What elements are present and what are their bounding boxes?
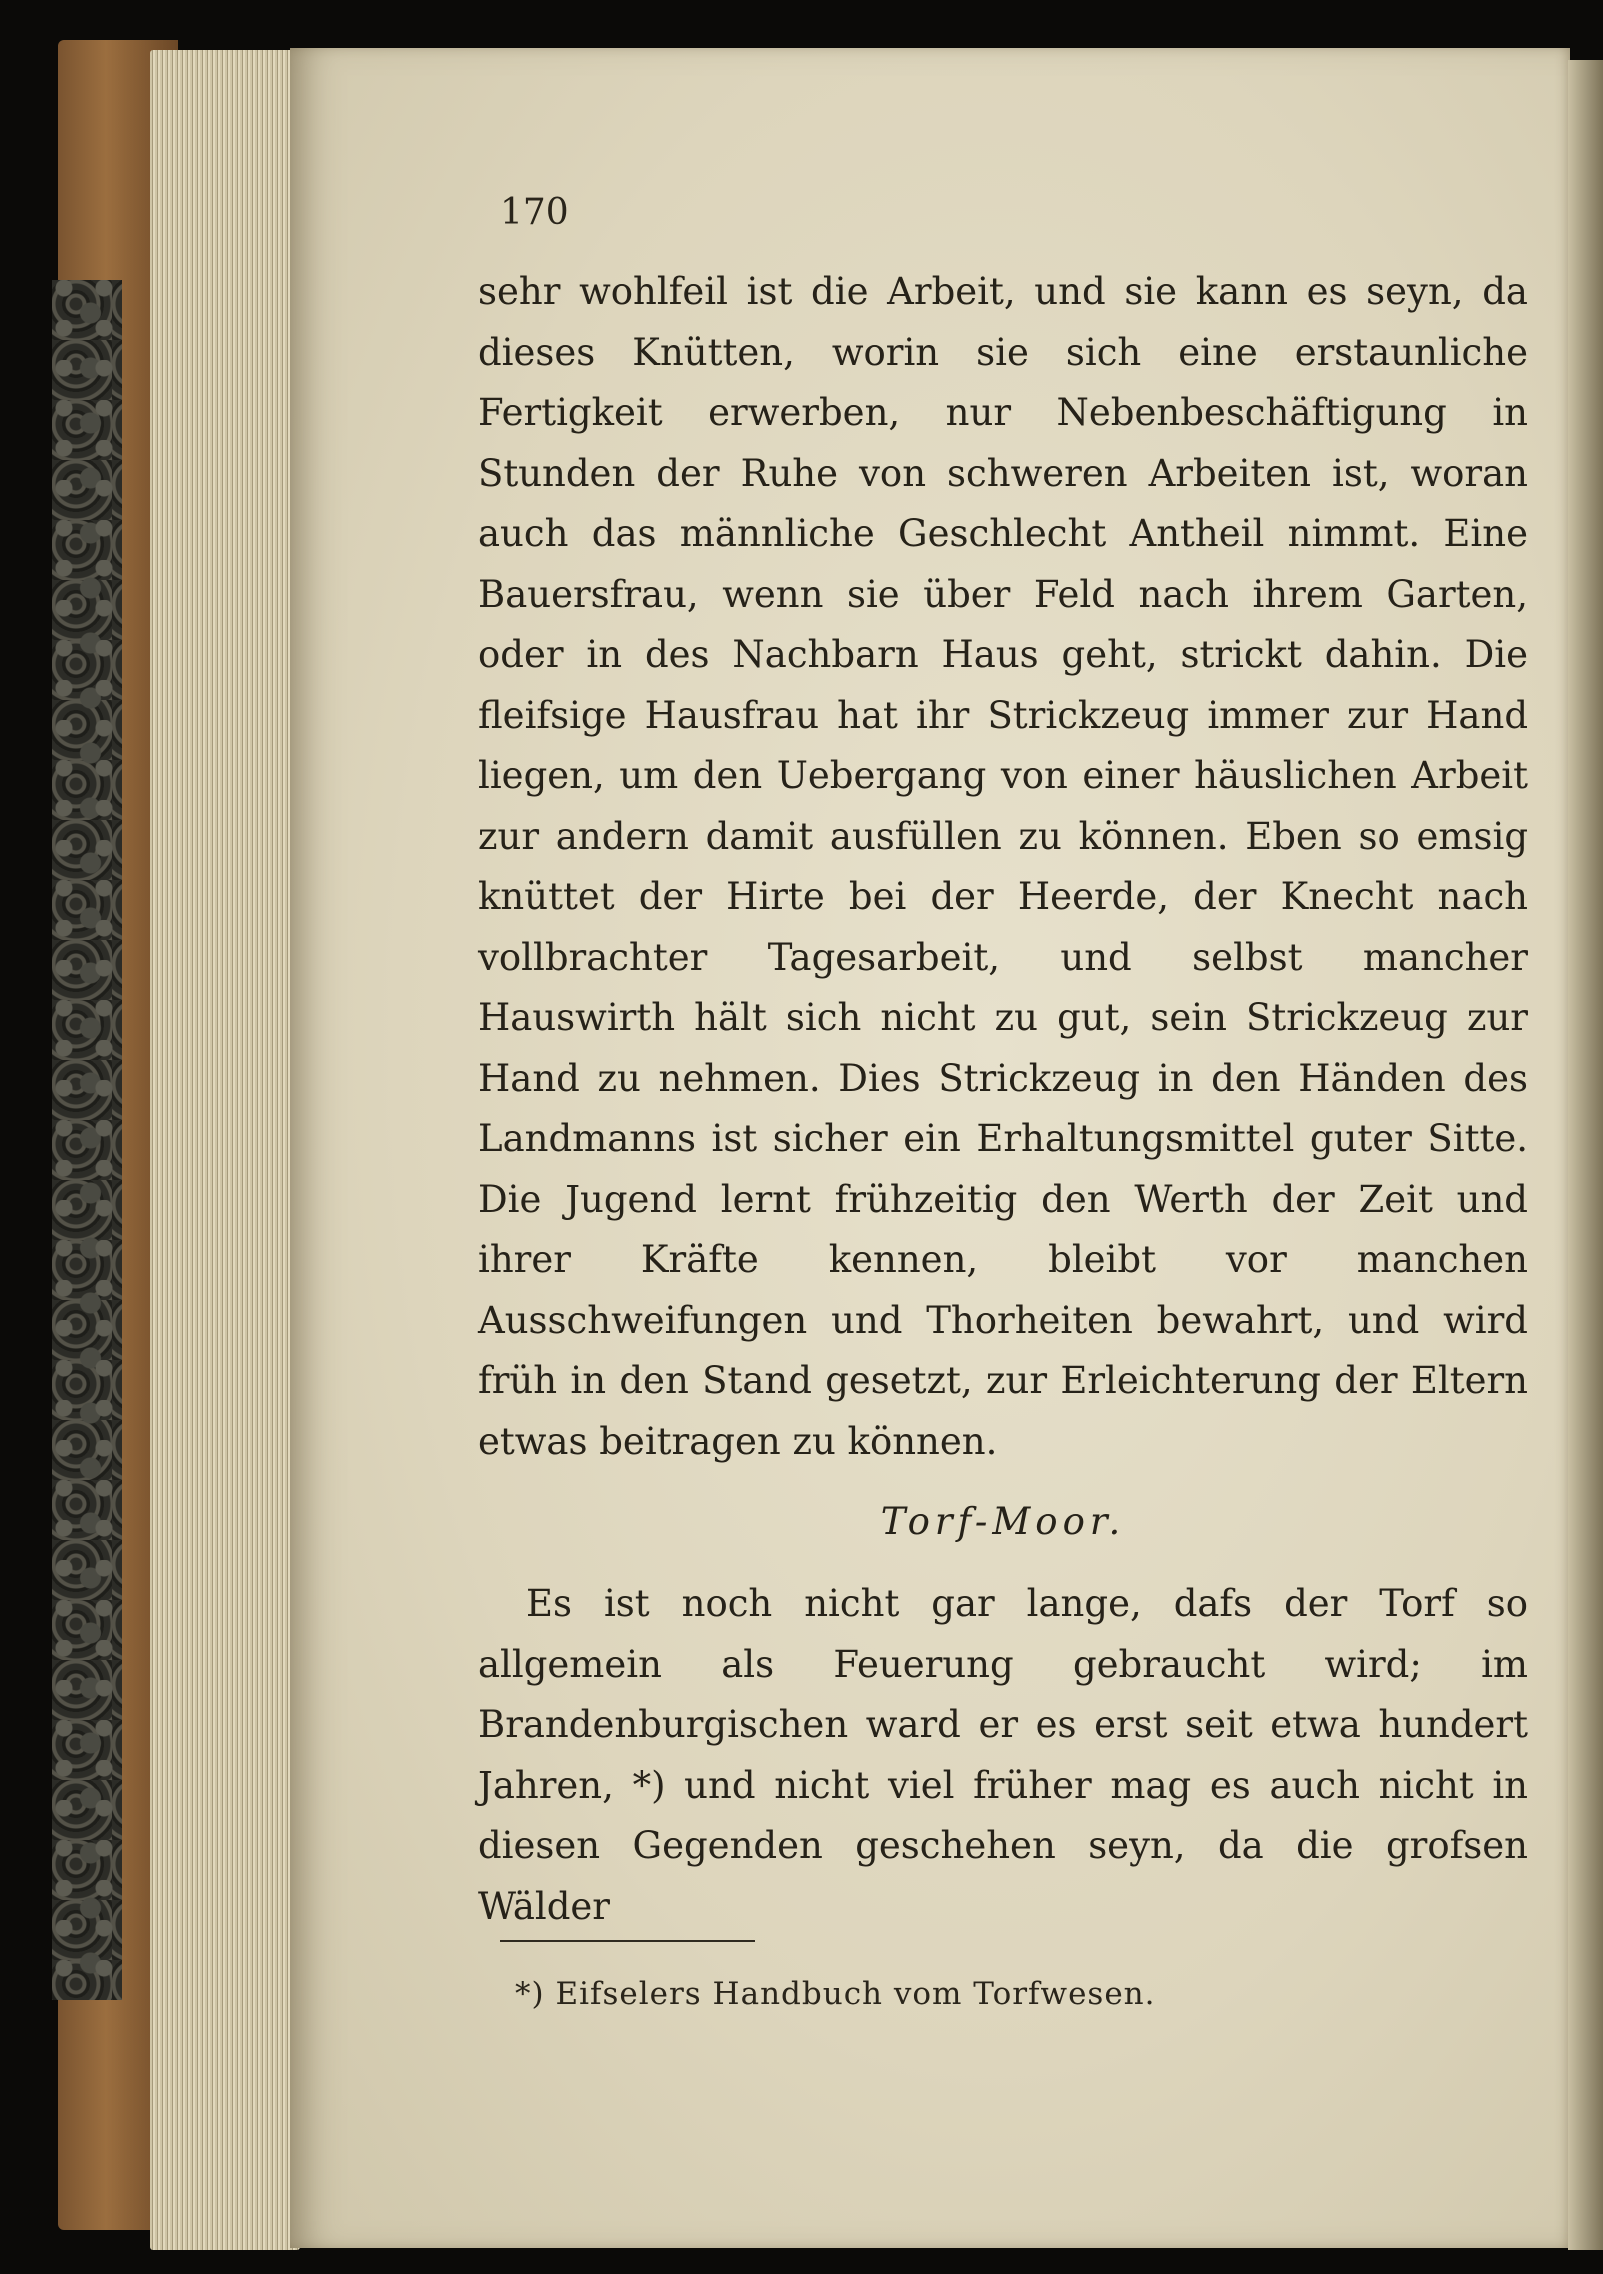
main-text — [478, 262, 1528, 1937]
paragraph-continuation: sehr wohlfeil ist die Arbeit, und sie kann es seyn, da dieses Knütten, worin sie sich eine erstaunliche Fertigkeit erwerben, nur Nebenbeschäftigung in Stunden der Ruhe von schweren Arbeiten ist, woran auch das männliche Geschlecht Antheil nimmt. Eine Bauersfrau, wenn sie über Feld nach ihrem Garten, oder in des Nachbarn Haus geht, strickt dahin. Die fleifsige Hausfrau hat ihr Strickzeug immer zur Hand liegen, um den Uebergang von einer häuslichen Arbeit zur andern damit ausfüllen zu können. Eben so emsig knüttet der Hirte bei der Heerde, der Knecht nach vollbrachter Tagesarbeit, und selbst mancher Hauswirth hält sich nicht zu gut, sein Strickzeug zur Hand zu nehmen. Dies Strickzeug in den Händen des Landmanns ist sicher ein Erhaltungsmittel guter Sitte. Die Jugend lernt frühzeitig den Werth der Zeit und ihrer Kräfte kennen, bleibt vor manchen Ausschweifungen und Thorheiten bewahrt, und wird früh in den Stand gesetzt, zur Erleichterung der Eltern etwas beitragen zu können. — [478, 270, 1528, 1463]
marbled-cover-paper — [52, 280, 122, 2000]
paragraph-torf-moor: Es ist noch nicht gar lange, dafs der Torf so allgemein als Feuerung gebraucht wird; im Brandenburgischen ward er es erst seit etwa hundert Jahren, *) und nicht viel früher mag es auch nicht in diesen Gegenden geschehen seyn, da die grofsen Wälder — [478, 1582, 1528, 1928]
footnote-rule — [500, 1940, 755, 1942]
facing-page-edge — [1568, 60, 1603, 2250]
footnote: *) Eifselers Handbuch vom Torfwesen. — [515, 1976, 1156, 2012]
page-edges — [150, 50, 300, 2250]
page-number: 170 — [500, 192, 569, 233]
section-heading: Torf-Moor. — [880, 1500, 1126, 1543]
